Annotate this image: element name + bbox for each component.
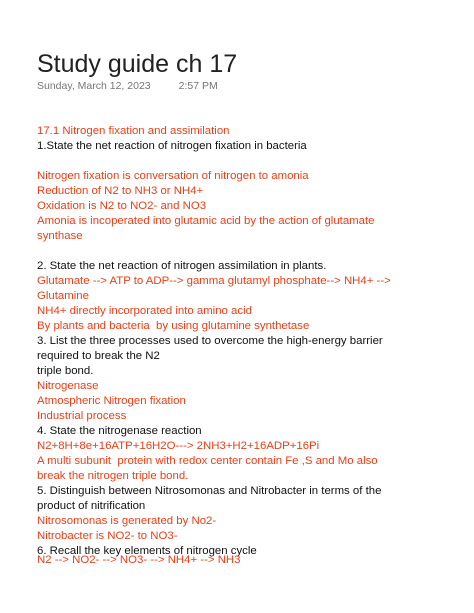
answer-line: Nitrobacter is NO2- to NO3- bbox=[37, 530, 178, 542]
answer-line: A multi subunit protein with redox center contain Fe ,S and Mo also bbox=[37, 455, 378, 467]
answer-line: By plants and bacteria by using glutamine synthetase bbox=[37, 320, 310, 332]
clipped-line bbox=[37, 554, 297, 568]
answer-line: synthase bbox=[37, 230, 83, 242]
answer-line: break the nitrogen triple bond. bbox=[37, 470, 189, 482]
answer-line: Glutamate --> ATP to ADP--> gamma glutamyl phosphate--> NH4+ --> bbox=[37, 275, 391, 287]
page-time: 2:57 PM bbox=[178, 80, 218, 92]
answer-line: Amonia is incoperated into glutamic acid by the action of glutamate bbox=[37, 215, 375, 227]
question-line: 3. List the three processes used to overcome the high-energy barrier bbox=[37, 335, 383, 347]
question-line: product of nitrification bbox=[37, 500, 146, 512]
answer-line: Reduction of N2 to NH3 or NH4+ bbox=[37, 185, 204, 197]
answer-line: Industrial process bbox=[37, 410, 127, 422]
question-line: required to break the N2 bbox=[37, 350, 160, 362]
page-meta bbox=[37, 80, 218, 92]
answer-line-clipped: N2 --> NO2- --> NO3- --> NH4+ --> NH3 bbox=[37, 554, 241, 566]
answer-line: N2+8H+8e+16ATP+16H2O---> 2NH3+H2+16ADP+16Pi bbox=[37, 440, 320, 452]
question-line: 5. Distinguish between Nitrosomonas and Nitrobacter in terms of the bbox=[37, 485, 382, 497]
question-line: 4. State the nitrogenase reaction bbox=[37, 425, 202, 437]
question-line: 2. State the net reaction of nitrogen assimilation in plants. bbox=[37, 260, 327, 272]
answer-line: NH4+ directly incorporated into amino acid bbox=[37, 305, 252, 317]
question-line: triple bond. bbox=[37, 365, 94, 377]
page-date: Sunday, March 12, 2023 bbox=[37, 80, 151, 92]
section-heading: 17.1 Nitrogen fixation and assimilation bbox=[37, 125, 230, 137]
question-line: 6. Recall the key elements of nitrogen cycle bbox=[37, 545, 257, 557]
answer-line: Nitrosomonas is generated by No2- bbox=[37, 515, 217, 527]
note-body bbox=[37, 124, 457, 559]
answer-line: Nitrogen fixation is conversation of nitrogen to amonia bbox=[37, 170, 309, 182]
page-title: Study guide ch 17 bbox=[37, 50, 238, 78]
answer-line: Atmospheric Nitrogen fixation bbox=[37, 395, 186, 407]
answer-line: Oxidation is N2 to NO2- and NO3 bbox=[37, 200, 207, 212]
question-line: 1.State the net reaction of nitrogen fixation in bacteria bbox=[37, 140, 307, 152]
blank-line bbox=[37, 244, 457, 259]
answer-line: Glutamine bbox=[37, 290, 89, 302]
answer-line: Nitrogenase bbox=[37, 380, 99, 392]
blank-line bbox=[37, 154, 457, 169]
